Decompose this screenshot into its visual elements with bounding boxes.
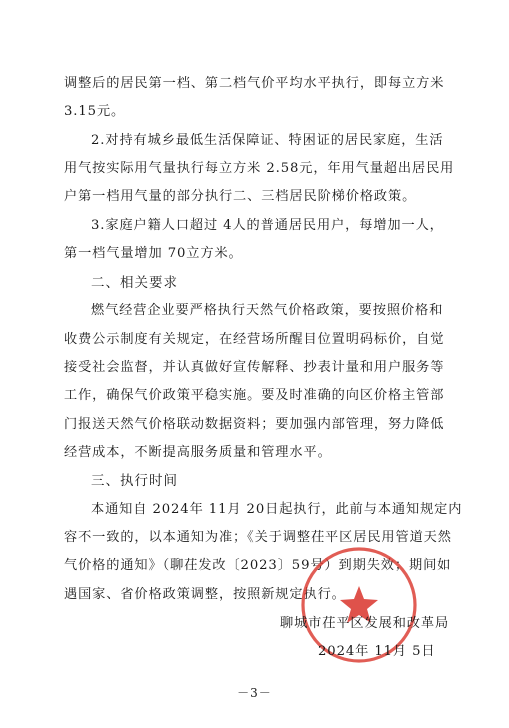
body-line: 收费公示制度有关规定，在经营场所醒目位置明码标价，自觉 [64, 332, 445, 347]
body-line: 第一档气量增加 70立方米。 [64, 246, 243, 261]
section-heading-effective-date: 三、执行时间 [91, 473, 178, 489]
body-line: 调整后的居民第一档、第二档气价平均水平执行，即每立方米 [64, 76, 445, 91]
body-line: 燃气经营企业要严格执行天然气价格政策，要按照价格和 [91, 303, 444, 318]
body-line: 容不一致的，以本通知为准；《关于调整茌平区居民用管道天然 [64, 530, 452, 545]
body-line: 遇国家、省价格政策调整，按照新规定执行。 [64, 587, 346, 602]
body-line: 本通知自 2024年 11月 20日起执行，此前与本通知规定内 [91, 502, 463, 517]
body-line: 3.家庭户籍人口超过 4人的普通居民用户，每增加一人， [91, 218, 444, 233]
body-line: 用气按实际用气量执行每立方米 2.58元，年用气量超出居民用 [64, 161, 455, 176]
body-line: 工作，确保气价政策平稳实施。要及时准确的向区价格主管部 [64, 388, 445, 403]
page-number: －3－ [237, 686, 272, 700]
issue-date: 2024年 11月 5日 [318, 644, 436, 659]
body-line: 户第一档用气量的部分执行二、三档居民阶梯价格政策。 [64, 189, 417, 204]
body-line: 门报送天然气价格联动数据资料；要加强内部管理，努力降低 [64, 417, 445, 432]
issuer-name: 聊城市茌平区发展和改革局 [280, 616, 450, 631]
body-line: 气价格的通知》（聊茌发改〔2023〕59号）到期失效；期间如 [64, 558, 452, 573]
body-line: 3.15元。 [64, 104, 126, 119]
section-heading-requirements: 二、相关要求 [91, 275, 178, 291]
body-line: 2.对持有城乡最低生活保障证、特困证的居民家庭，生活 [91, 133, 444, 148]
body-line: 经营成本，不断提高服务质量和管理水平。 [64, 445, 332, 460]
body-line: 接受社会监督，并认真做好宣传解释、抄表计量和用户服务等 [64, 360, 445, 375]
